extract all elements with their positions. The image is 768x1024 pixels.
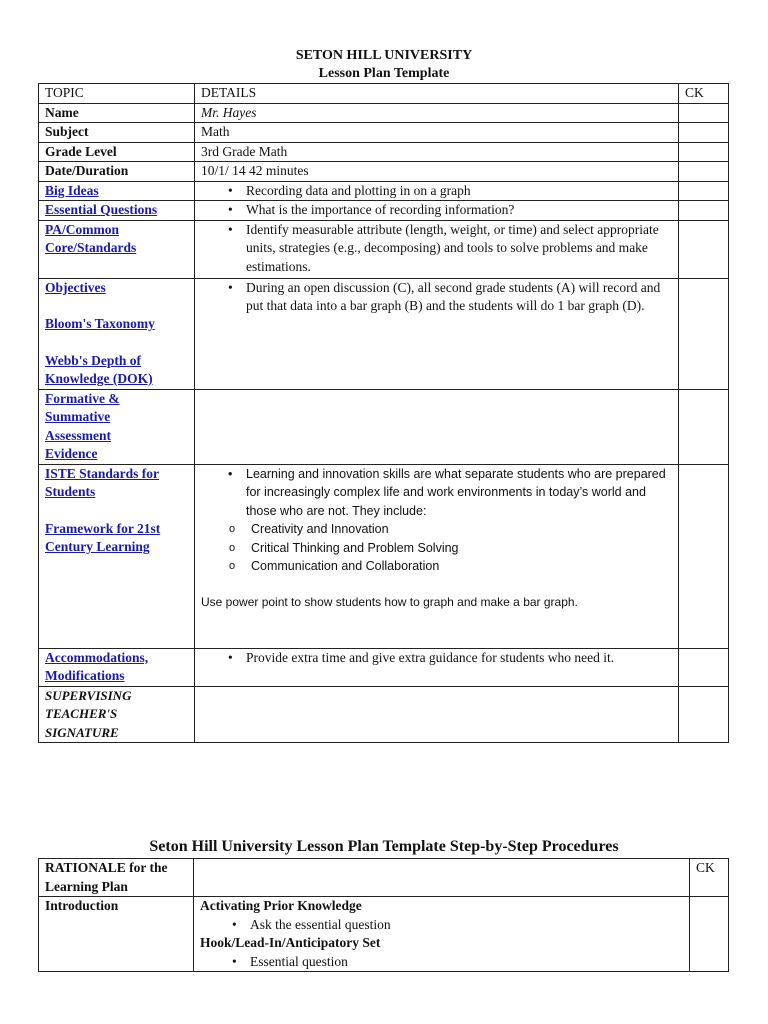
big-ideas-bullet: • Recording data and plotting in on a graph	[246, 182, 672, 201]
ck-cell	[679, 389, 729, 464]
framework-21st-century-link[interactable]: Framework for 21st Century Learning	[45, 520, 161, 554]
ck-cell	[679, 648, 729, 686]
rationale-details	[194, 859, 690, 897]
procedures-title: Seton Hill University Lesson Plan Template Step-by-Step Procedures	[149, 838, 619, 855]
table-row	[39, 220, 729, 278]
objectives-bullet: • During an open discussion (C), all second grade students (A) will record and put that data into a bar graph (B) and the students will do 1 bar graph (D).	[246, 279, 672, 316]
header-topic: TOPIC	[39, 84, 195, 104]
ck-cell	[679, 142, 729, 162]
ck-cell	[679, 278, 729, 389]
table-row	[39, 686, 729, 743]
procedures-table	[38, 858, 729, 972]
objectives-link[interactable]: Objectives	[45, 279, 106, 295]
lesson-plan-table	[38, 83, 729, 743]
grade-value: 3rd Grade Math	[195, 142, 679, 162]
ck-cell	[679, 181, 729, 201]
header-details: DETAILS	[195, 84, 679, 104]
webbs-dok-link[interactable]: Webb's Depth of Knowledge (DOK)	[45, 352, 153, 386]
activating-bullet: • Ask the essential question	[250, 916, 683, 935]
essential-questions-link[interactable]: Essential Questions	[45, 202, 158, 217]
accommodations-bullet: • Provide extra time and give extra guidance for students who need it.	[246, 649, 672, 668]
table-row	[39, 142, 729, 162]
rationale-label: RATIONALE for the Learning Plan	[39, 859, 194, 897]
table-row	[39, 464, 729, 648]
table-row	[39, 278, 729, 389]
table-row	[39, 123, 729, 143]
ck-cell	[679, 464, 729, 648]
skill-item: o Critical Thinking and Problem Solving	[251, 539, 672, 558]
header-ck: CK	[690, 859, 729, 897]
ck-cell	[679, 123, 729, 143]
table-header-row	[39, 84, 729, 104]
table-row	[39, 897, 729, 972]
table-row	[39, 181, 729, 201]
ck-cell	[679, 162, 729, 182]
big-ideas-link[interactable]: Big Ideas	[45, 182, 99, 198]
accommodations-link[interactable]: Accommodations, Modifications	[45, 649, 149, 683]
standards-link[interactable]: PA/Common Core/Standards	[45, 221, 137, 255]
date-label: Date/Duration	[39, 162, 195, 182]
signature-label: SUPERVISING TEACHER'S SIGNATURE	[39, 686, 195, 743]
blooms-taxonomy-link[interactable]: Bloom's Taxonomy	[45, 316, 155, 331]
skill-item: o Creativity and Innovation	[251, 520, 672, 539]
table-row	[39, 389, 729, 464]
ck-cell	[679, 201, 729, 221]
grade-label: Grade Level	[39, 142, 195, 162]
ck-cell	[690, 897, 729, 972]
ck-cell	[679, 103, 729, 123]
skill-item: o Communication and Collaboration	[251, 557, 672, 576]
assessment-details	[195, 389, 679, 464]
header-ck: CK	[679, 84, 729, 104]
essential-bullet: • What is the importance of recording information?	[246, 201, 672, 220]
iste-note: Use power point to show students how to graph and make a bar graph.	[201, 594, 578, 609]
assessment-link[interactable]: Formative & Summative Assessment Evidence	[45, 390, 120, 461]
table-row	[39, 859, 729, 897]
subject-value: Math	[195, 123, 679, 143]
date-value: 10/1/ 14 42 minutes	[195, 162, 679, 182]
university-title: SETON HILL UNIVERSITY	[295, 48, 473, 63]
hook-bullet: • Essential question	[250, 953, 683, 972]
table-row	[39, 648, 729, 686]
standards-bullet: • Identify measurable attribute (length, weight, or time) and select appropriate units, strategies (e.g., decomposing) and tools to solve problems and make estimations.	[246, 221, 672, 277]
table-row	[39, 201, 729, 221]
name-label: Name	[39, 103, 195, 123]
iste-standards-link[interactable]: ISTE Standards for Students	[45, 465, 160, 499]
document-subtitle: Lesson Plan Template	[318, 66, 450, 81]
subject-label: Subject	[39, 123, 195, 143]
signature-field[interactable]	[195, 686, 679, 743]
table-row	[39, 162, 729, 182]
ck-cell	[679, 686, 729, 743]
hook-heading: Hook/Lead-In/Anticipatory Set	[200, 935, 381, 950]
ck-cell	[679, 220, 729, 278]
name-value: Mr. Hayes	[195, 103, 679, 123]
iste-bullet: • Learning and innovation skills are what separate students who are prepared for increasingly complex life and work environments in today’s world and those who are not. They include:	[246, 465, 672, 521]
table-row	[39, 103, 729, 123]
introduction-label: Introduction	[39, 897, 194, 972]
activating-heading: Activating Prior Knowledge	[200, 898, 362, 913]
